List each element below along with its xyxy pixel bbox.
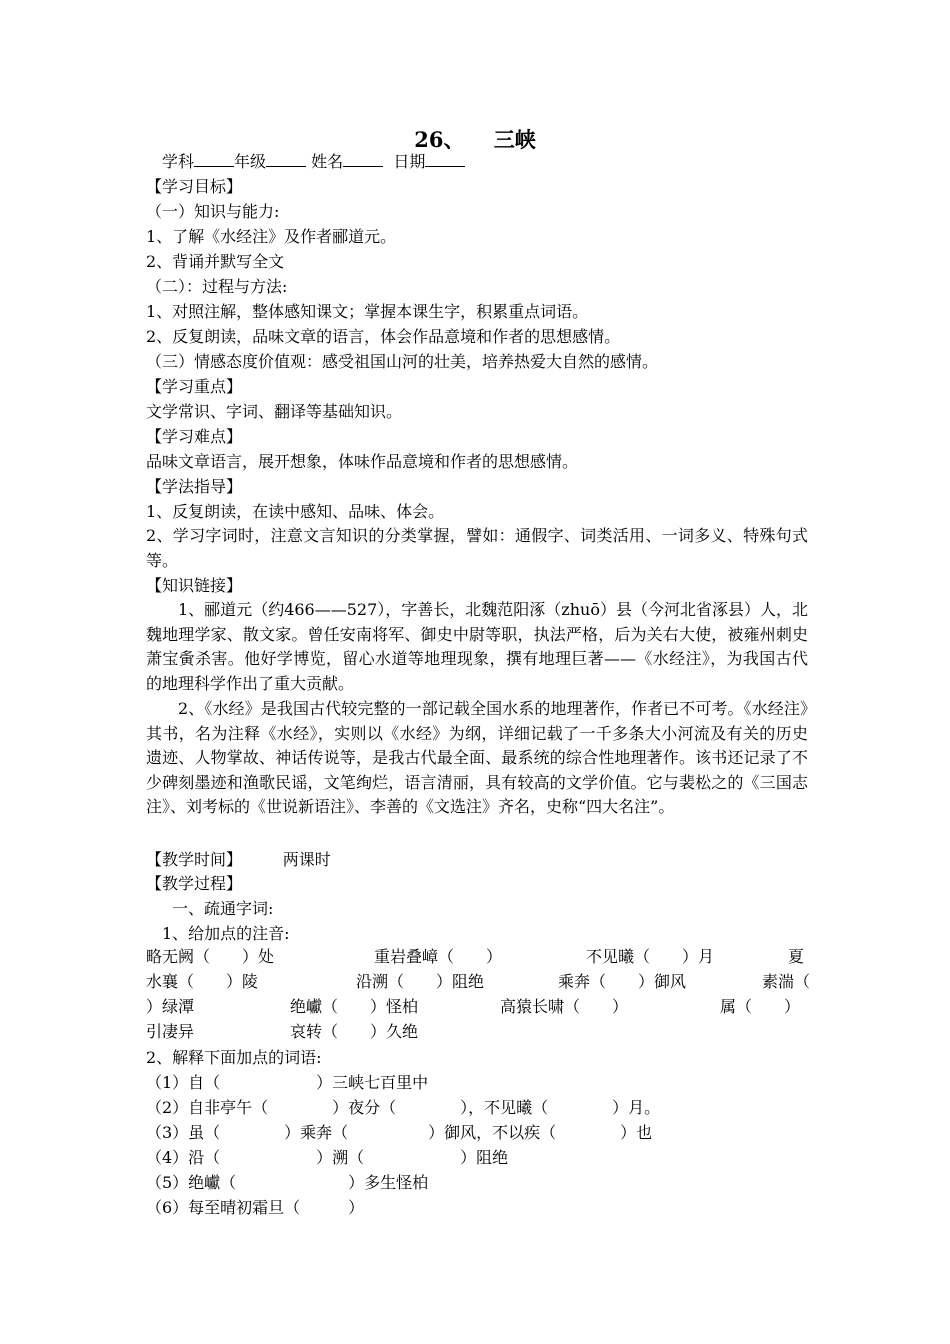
- link-paragraph-2-block: [146, 697, 808, 820]
- explain-item: （1）自（ ）三峡七百里中: [146, 1073, 429, 1092]
- pinyin-item: 水襄（ ）陵: [146, 972, 259, 991]
- method-item2: 2、学习字词时，注意文言知识的分类掌握，譬如：通假字、词类活用、一词多义、特殊句式等。: [146, 526, 808, 570]
- goal3: （三）情感态度价值观：感受祖国山河的壮美，培养热爱大自然的感情。: [146, 352, 659, 371]
- step1-sub1: 1、给加点的注音:: [162, 924, 290, 943]
- header-fields: [162, 150, 465, 174]
- lesson-name: 三峡: [493, 127, 536, 152]
- date-blank[interactable]: [425, 151, 465, 167]
- pinyin-item: 夏: [788, 947, 805, 966]
- pinyin-item: 重岩叠嶂（ ）: [374, 947, 503, 966]
- link-paragraph-1: 1、郦道元（约466——527），字善长，北魏范阳涿（zhuō）县（今河北省涿县）人，北魏地理学家、散文家。曾任安南将军、御史中尉等职，执法严格，后为关右大使，被雍州刺史萧宝夤杀害。他好学博览，留心水道等地理现象，撰有地理巨著——《水经注》，为我国古代的地理科学作出了重大贡献。: [146, 600, 808, 693]
- pinyin-item: 素湍（: [762, 972, 811, 991]
- section-key: 【学习重点】: [146, 377, 243, 396]
- goal2-item2: 2、反复朗读，品味文章的语言，体会作品意境和作者的思想感情。: [146, 327, 621, 346]
- pinyin-item: 乘奔（ ）御风: [558, 972, 687, 991]
- step1: 一、疏通字词:: [172, 899, 274, 918]
- grade-blank[interactable]: [266, 151, 306, 167]
- explain-item: （5）绝巘（ ）多生怪柏: [146, 1173, 429, 1192]
- teaching-time: [146, 848, 331, 872]
- grade-label: 年级: [234, 152, 267, 171]
- pinyin-item: 略无阙（ ）处: [146, 947, 275, 966]
- section-difficulty: 【学习难点】: [146, 427, 243, 446]
- page-title: [0, 124, 950, 154]
- explain-item: （3）虽（ ）乘奔（ ）御风，不以疾（ ）也: [146, 1123, 653, 1142]
- difficulty-text: 品味文章语言，展开想象，体味作品意境和作者的思想感情。: [146, 452, 579, 471]
- method-item2-block: [146, 524, 808, 573]
- name-blank[interactable]: [343, 151, 383, 167]
- key-text: 文学常识、字词、翻译等基础知识。: [146, 402, 403, 421]
- subject-blank[interactable]: [194, 151, 234, 167]
- goal2-item1: 1、对照注解，整体感知课文；掌握本课生字，积累重点词语。: [146, 302, 589, 321]
- section-time: 【教学时间】: [146, 850, 243, 869]
- pinyin-item: 哀转（ ）久绝: [290, 1022, 419, 1041]
- date-label: 日期: [393, 152, 426, 171]
- method-item1: 1、反复朗读，在读中感知、品味、体会。: [146, 502, 445, 521]
- section-goals: 【学习目标】: [146, 177, 243, 196]
- goal2-title: （二）：过程与方法:: [146, 277, 288, 296]
- goal1-item1: 1、了解《水经注》及作者郦道元。: [146, 227, 397, 246]
- explain-item: （6）每至晴初霜旦（ ）: [146, 1198, 365, 1217]
- section-link: 【知识链接】: [146, 576, 243, 595]
- time-value: 两课时: [282, 850, 331, 869]
- goal1-title: （一）知识与能力:: [146, 202, 280, 221]
- explain-item: （4）沿（ ）溯（ ）阻绝: [146, 1148, 509, 1167]
- section-method: 【学法指导】: [146, 477, 243, 496]
- lesson-number: 26、: [414, 127, 465, 152]
- goal1-item2: 2、背诵并默写全文: [146, 252, 285, 271]
- pinyin-item: 引凄异: [146, 1022, 195, 1041]
- pinyin-item: 属（ ）: [720, 997, 801, 1016]
- link-paragraph-2: 2、《水经》是我国古代较完整的一部记载全国水系的地理著作，作者已不可考。《水经注》其书，名为注释《水经》，实则以《水经》为纲，详细记载了一千多条大小河流及有关的历史遗迹、人物掌故、神话传说等，是我古代最全面、最系统的综合性地理著作。该书还记录了不少碑刻墨迹和渔歌民谣，文笔绚烂，语言清丽，具有较高的文学价值。它与裴松之的《三国志注》、刘考标的《世说新语注》、李善的《文选注》齐名，史称“四大名注”。: [146, 699, 808, 816]
- name-label: 姓名: [311, 152, 344, 171]
- question-2: 2、解释下面加点的词语:: [146, 1048, 322, 1067]
- section-process: 【教学过程】: [146, 874, 243, 893]
- pinyin-item: 高猿长啸（ ）: [500, 997, 629, 1016]
- pinyin-item: 沿溯（ ）阻绝: [356, 972, 485, 991]
- subject-label: 学科: [162, 152, 195, 171]
- pinyin-item: 不见曦（ ）月: [586, 947, 715, 966]
- link-paragraph-1-block: [146, 598, 808, 696]
- pinyin-item: ）绿潭: [146, 997, 195, 1016]
- explain-item: （2）自非亭午（ ）夜分（ ），不见曦（ ）月。: [146, 1098, 661, 1117]
- pinyin-item: 绝巘（ ）怪柏: [290, 997, 419, 1016]
